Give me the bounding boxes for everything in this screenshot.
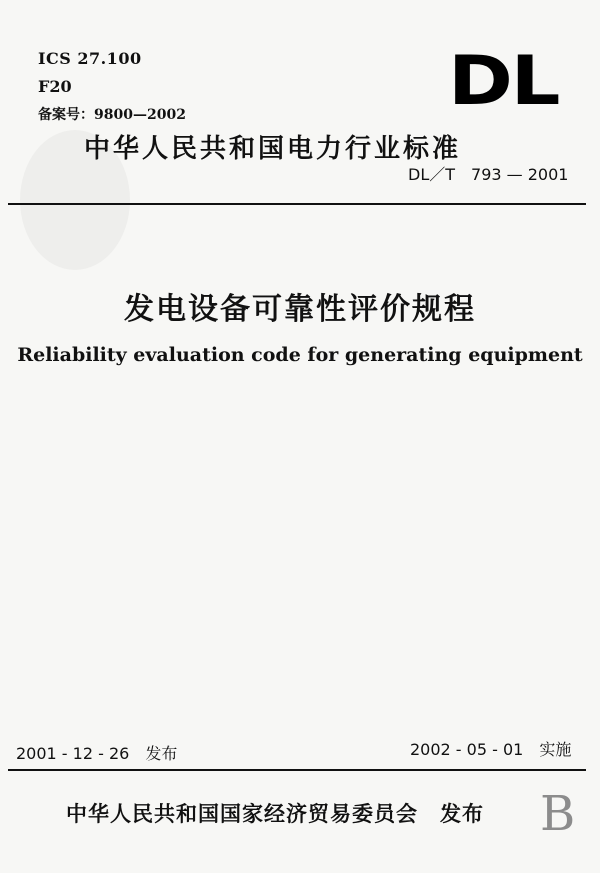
issuing-authority: 中华人民共和国国家经济贸易委员会 发布 (66, 801, 484, 826)
document-title-cn: 发电设备可靠性评价规程 (124, 292, 476, 327)
ics-code: ICS 27.100 (38, 49, 142, 68)
top-divider (8, 203, 586, 205)
bottom-divider (8, 769, 586, 771)
effective-date: 2002 - 05 - 01 实施 (410, 740, 572, 759)
edition-letter: B (540, 786, 576, 842)
registration-number: 备案号：9800—2002 (38, 107, 186, 123)
document-title-en: Reliability evaluation code for generating equipment (17, 344, 583, 366)
dl-logo: DL (448, 42, 559, 121)
ccs-code: F20 (38, 77, 72, 96)
issue-date: 2001 - 12 - 26 发布 (16, 744, 178, 763)
standard-number: DL／T 793 — 2001 (408, 165, 569, 184)
standard-title: 中华人民共和国电力行业标准 (84, 134, 462, 164)
